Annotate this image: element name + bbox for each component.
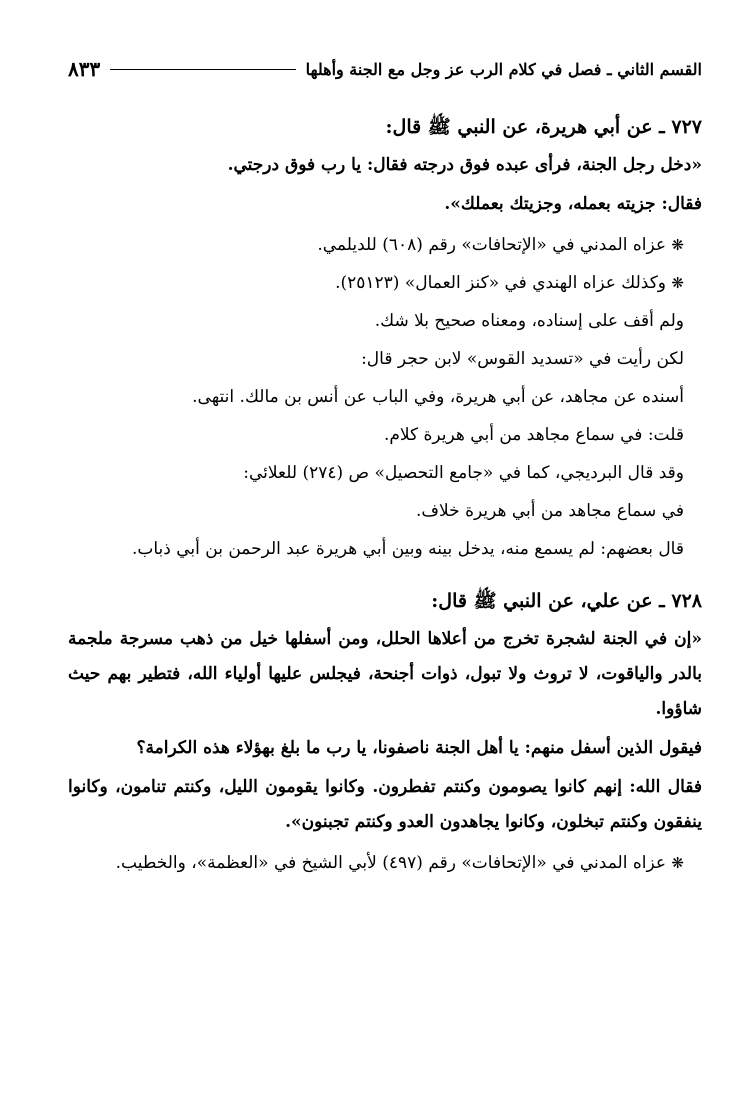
hadith-text: فقال الله: إنهم كانوا يصومون وكنتم تفطرون. وكانوا يقومون الليل، وكنتم تنامون، وكانوا ينفقون وكنتم تبخلون، وكانوا يجاهدون العدو وكنتم تجبنون». [68,777,702,832]
takhrij-note [68,226,702,264]
hadith-heading: ٧٢٧ ـ عن أبي هريرة، عن النبي ﷺ قال: [385,116,702,138]
note-text: عزاه المدني في «الإتحافات» رقم (٦٠٨) للديلمي. [317,235,667,255]
star-icon: ❋ [671,854,684,872]
hadith-727 [68,108,702,568]
hadith-heading: ٧٢٨ ـ عن علي، عن النبي ﷺ قال: [431,590,702,612]
takhrij-note: قلت: في سماع مجاهد من أبي هريرة كلام. [383,425,684,445]
section-spacer [68,568,702,582]
takhrij-note: في سماع مجاهد من أبي هريرة خلاف. [416,501,684,521]
page-content [68,108,702,882]
page-number: ٨٣٣ [68,57,101,81]
star-icon: ❋ [671,274,684,292]
header-title: القسم الثاني ـ فصل في كلام الرب عز وجل مع الجنة وأهلها [305,59,702,79]
note-text: عزاه المدني في «الإتحافات» رقم (٤٩٧) لأبي الشيخ في «العظمة»، والخطيب. [115,853,667,873]
takhrij-note: ولم أقف على إسناده، ومعناه صحيح بلا شك. [374,311,684,331]
star-icon: ❋ [671,236,684,254]
takhrij-note: أسنده عن مجاهد، عن أبي هريرة، وفي الباب عن أنس بن مالك. انتهى. [192,387,684,407]
takhrij-note: قال بعضهم: لم يسمع منه، يدخل بينه وبين أبي هريرة عبد الرحمن بن أبي ذباب. [131,539,684,559]
note-text: وكذلك عزاه الهندي في «كنز العمال» (٢٥١٢٣). [335,273,667,293]
takhrij-note: لكن رأيت في «تسديد القوس» لابن حجر قال: [361,349,684,369]
header-rule [110,69,295,70]
hadith-text: فقال: جزيته بعمله، وجزيتك بعملك». [444,194,702,214]
takhrij-note [68,844,702,882]
takhrij-note: وقد قال البرديجي، كما في «جامع التحصيل» ص (٢٧٤) للعلائي: [243,463,684,483]
hadith-text: «إن في الجنة لشجرة تخرج من أعلاها الحلل، ومن أسفلها خيل من ذهب مسرجة ملجمة بالدر والياقوت، لا تروث ولا تبول، ذوات أجنحة، فيجلس عليها أولياء الله، فتطير بهم حيث شاؤوا. [68,629,702,719]
hadith-728 [68,582,702,882]
hadith-text: فيقول الذين أسفل منهم: يا أهل الجنة ناصفونا، يا رب ما بلغ بهؤلاء هذه الكرامة؟ [136,738,702,758]
running-header [68,54,702,84]
hadith-text: «دخل رجل الجنة، فرأى عبده فوق درجته فقال: يا رب فوق درجتي. [227,155,702,175]
takhrij-note [68,264,702,302]
